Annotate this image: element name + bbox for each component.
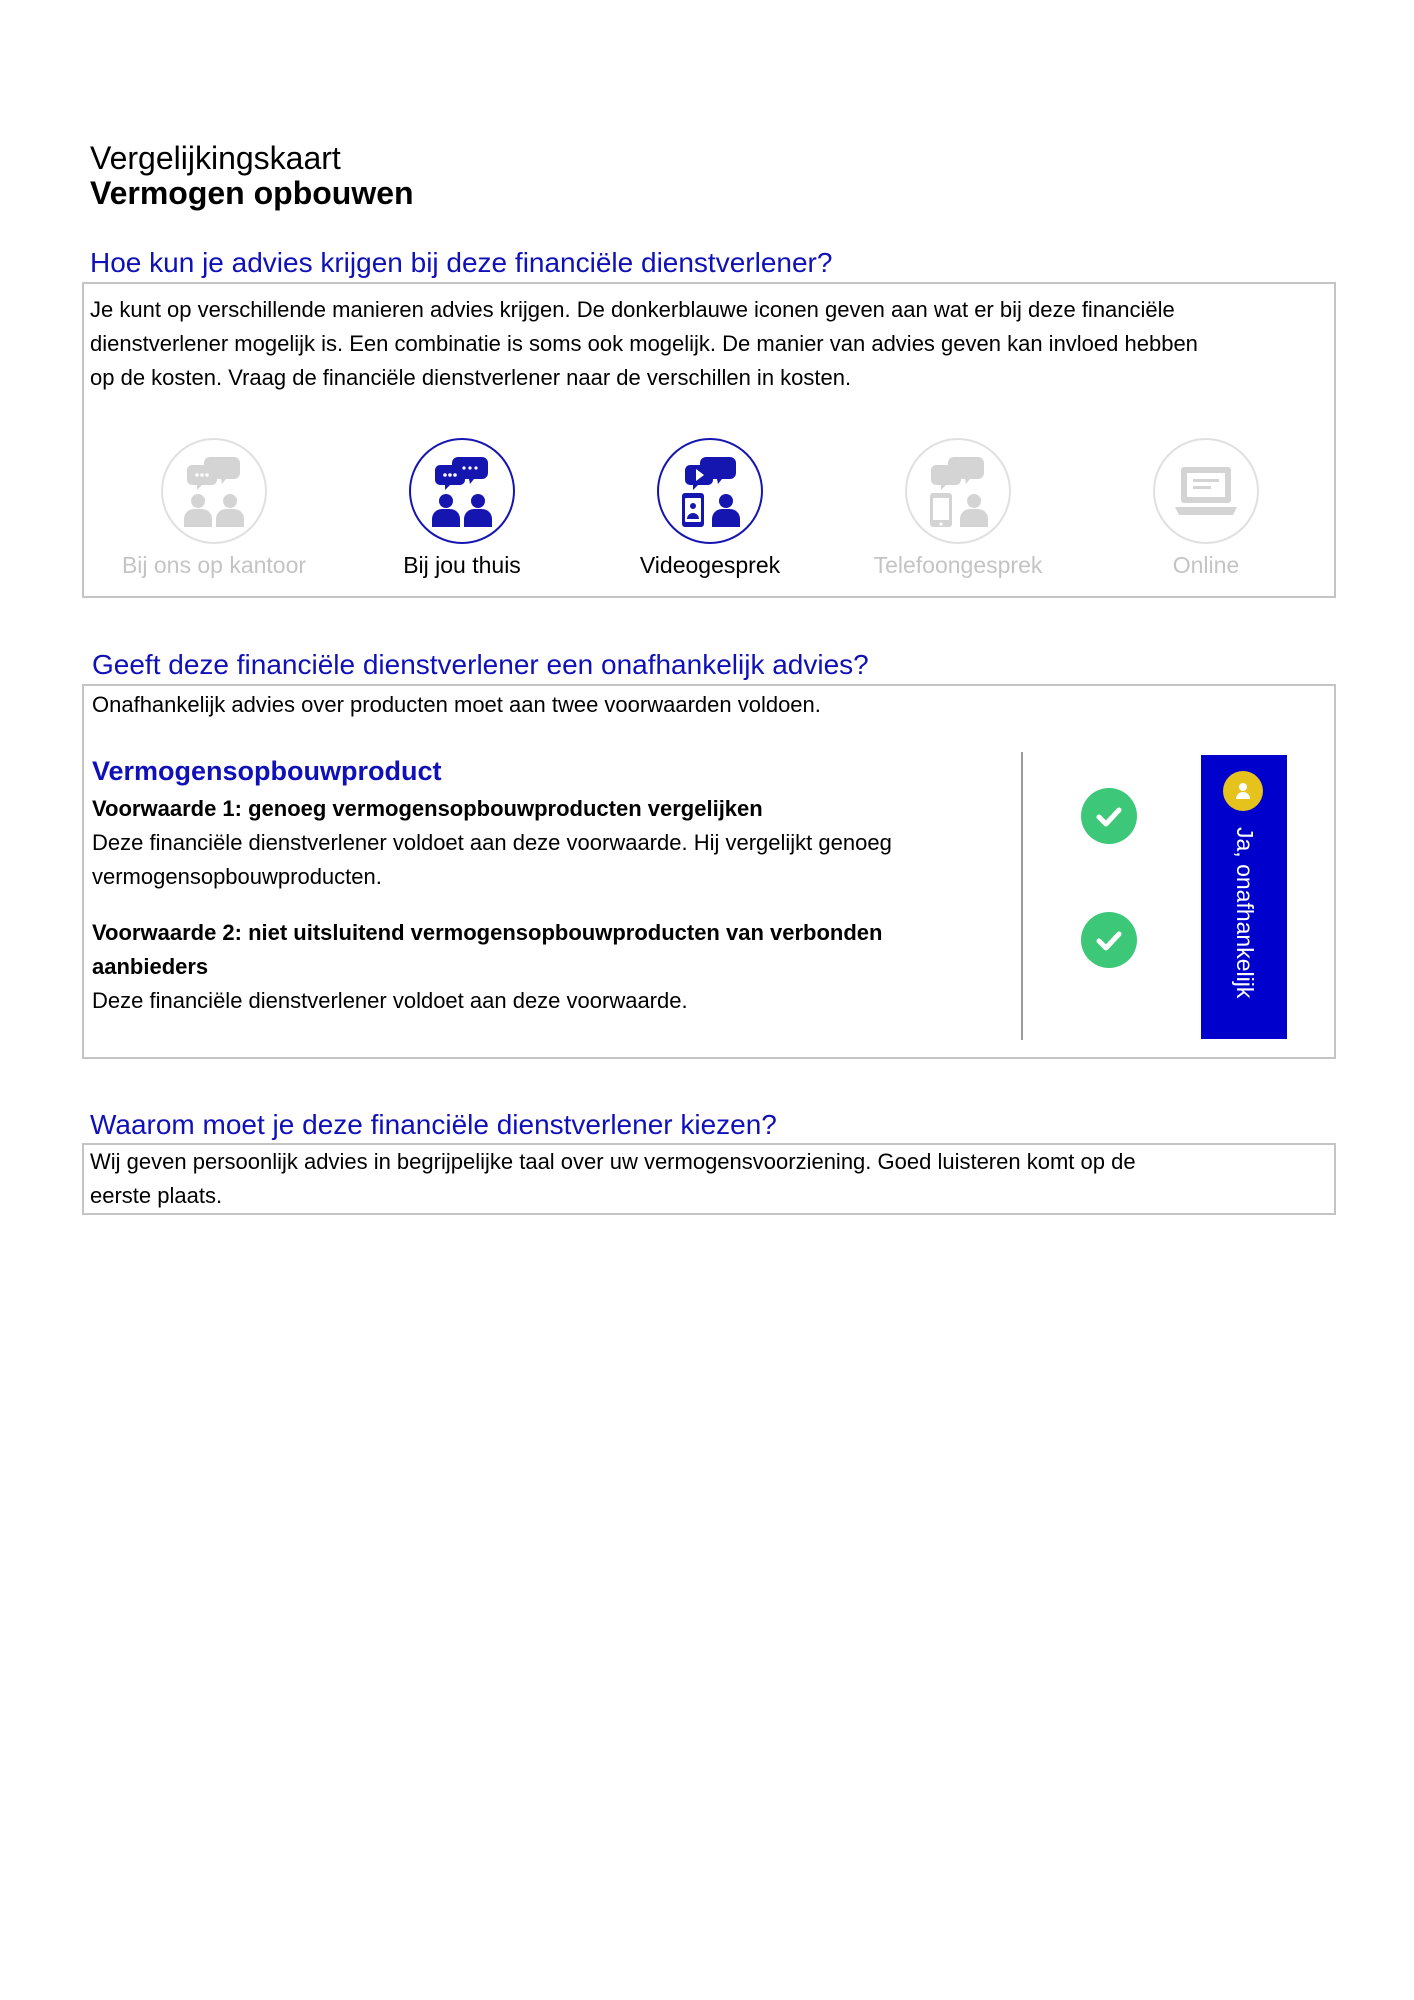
option-label: Videogesprek [639, 552, 781, 578]
advice-heading: Hoe kun je advies krijgen bij deze financiële dienstverlener? [90, 247, 833, 278]
document-type: Vergelijkingskaart [90, 140, 341, 176]
divider [1021, 752, 1023, 1040]
condition-1-title: Voorwaarde 1: genoeg vermogensopbouwproducten vergelijken [92, 796, 763, 821]
option-office [90, 438, 338, 580]
person-icon [1223, 771, 1263, 811]
check-icon [1081, 788, 1137, 844]
why-line: Wij geven persoonlijk advies in begrijpelijke taal over uw vermogensvoorziening. Goed luisteren komt op de [90, 1149, 1136, 1174]
condition-line: vermogensopbouwproducten. [92, 864, 382, 889]
independent-heading: Geeft deze financiële dienstverlener een onafhankelijk advies? [92, 649, 869, 680]
advice-line: Je kunt op verschillende manieren advies krijgen. De donkerblauwe iconen geven aan wat er bij deze financiële [90, 297, 1175, 322]
option-label: Bij ons op kantoor [121, 552, 307, 578]
why-heading: Waarom moet je deze financiële dienstverlener kiezen? [90, 1109, 777, 1140]
independent-intro: Onafhankelijk advies over producten moet aan twee voorwaarden voldoen. [92, 692, 821, 717]
advice-line: op de kosten. Vraag de financiële dienstverlener naar de verschillen in kosten. [90, 365, 852, 390]
independent-badge [1201, 755, 1287, 1039]
home-meeting-icon [409, 438, 515, 544]
condition-line: Deze financiële dienstverlener voldoet aan deze voorwaarde. Hij vergelijkt genoeg [92, 830, 892, 855]
video-call-icon [657, 438, 763, 544]
condition-2-text: Deze financiële dienstverlener voldoet aan deze voorwaarde. [92, 988, 688, 1013]
option-online [1082, 438, 1330, 580]
laptop-icon [1153, 438, 1259, 544]
page-title: Vermogen opbouwen [90, 175, 414, 211]
condition-1-text [92, 826, 892, 894]
option-label: Telefoongesprek [873, 552, 1043, 578]
badge-label: Ja, onafhankelijk [1232, 827, 1258, 999]
product-heading: Vermogensopbouwproduct [92, 756, 442, 786]
check-icon [1081, 912, 1137, 968]
option-label: Bij jou thuis [403, 552, 521, 578]
phone-call-icon [905, 438, 1011, 544]
advice-description [90, 293, 1330, 395]
condition-title-line: Voorwaarde 2: niet uitsluitend vermogensopbouwproducten van verbonden [92, 920, 883, 945]
option-video [586, 438, 834, 580]
option-phone [834, 438, 1082, 580]
office-meeting-icon [161, 438, 267, 544]
advice-line: dienstverlener mogelijk is. Een combinatie is soms ook mogelijk. De manier van advies geven kan invloed hebben [90, 331, 1198, 356]
option-label: Online [1172, 552, 1240, 578]
why-text [90, 1145, 1330, 1213]
why-line: eerste plaats. [90, 1183, 223, 1208]
condition-2-title [92, 916, 882, 984]
condition-title-line: aanbieders [92, 954, 209, 979]
option-home [338, 438, 586, 580]
